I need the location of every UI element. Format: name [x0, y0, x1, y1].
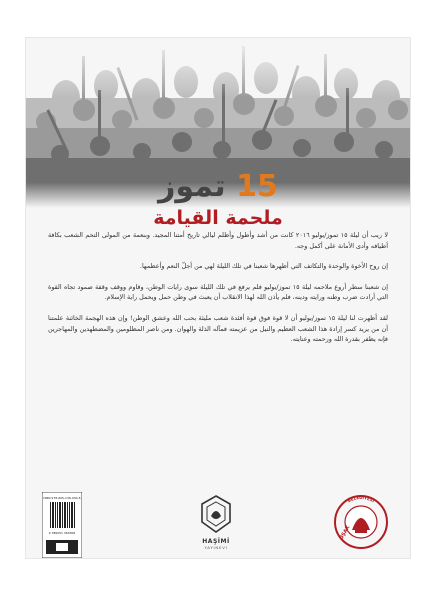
paragraph: إن روح الأخوة والوحدة والتكاتف التي أظهرها شعبنا في تلك الليلة لهي من أجلّ النعم وأعظمها. — [139, 262, 388, 271]
paragraph: إن شعبنا سطر أروع ملاحمه ليلة ١٥ تموز/يوليو فلم يرفع في تلك الليلة سوى رايات الوطن، وقاوم ووقف وقفة صمود تجاه القوة التي أرادت ضرب وطنه ورايته ودينه، فلم يأذن الله لهذا الانقلاب أن يعبث في وطن حمل ويحمل راية الإسلام. — [48, 282, 388, 302]
publisher-name: HAŞİMİ — [202, 538, 230, 545]
municipality-name: BELEDİYESİ — [346, 494, 376, 504]
publisher-sub: YAYINEVİ — [204, 545, 228, 550]
publisher-emblem-icon — [198, 494, 234, 534]
isbn-barcode — [42, 492, 82, 558]
back-cover-text — [48, 230, 388, 355]
title-word: تموز — [158, 169, 226, 204]
municipality-city: UŞAK — [338, 524, 352, 541]
paragraph: لقد أظهرت لنا ليلة ١٥ تموز/يوليو أن لا قوة فوق قوة أفئدة شعب مليئة بحب الله وعشق الوطن! وإن هذه الهجمة الخائنة علمتنا أن من يريد كسر إرادة هذا الشعب العظيم والنيل من عزيمته فمآله الذلة والهوان. ومن ناصر المظلومين والمضطهدين والمهاجرين فإنه يظفر بقدرة الله ورحمته وعنايته. — [48, 313, 388, 344]
book-title — [26, 170, 410, 204]
book-subtitle: ملحمة القيامة — [153, 207, 283, 229]
book-back-cover — [26, 38, 410, 558]
isbn-text: ISBN 978-605-136-030-6 — [43, 496, 81, 500]
title-number: 15 — [236, 169, 278, 204]
book-title-block — [26, 170, 410, 230]
publisher-logo — [186, 494, 246, 558]
barcode-digits: 9 786051 360306 — [48, 531, 76, 535]
paragraph: لا ريب أن ليلة ١٥ تموز/يوليو ٢٠١٦ كانت من أشد وأطول وأظلم ليالي تاريخ أمتنا المجيد. وبنعمة من المولى التحم الشعب بكافة أطيافه وأدى الأمانة على أكمل وجه. — [48, 231, 388, 250]
municipality-logo — [326, 486, 396, 556]
